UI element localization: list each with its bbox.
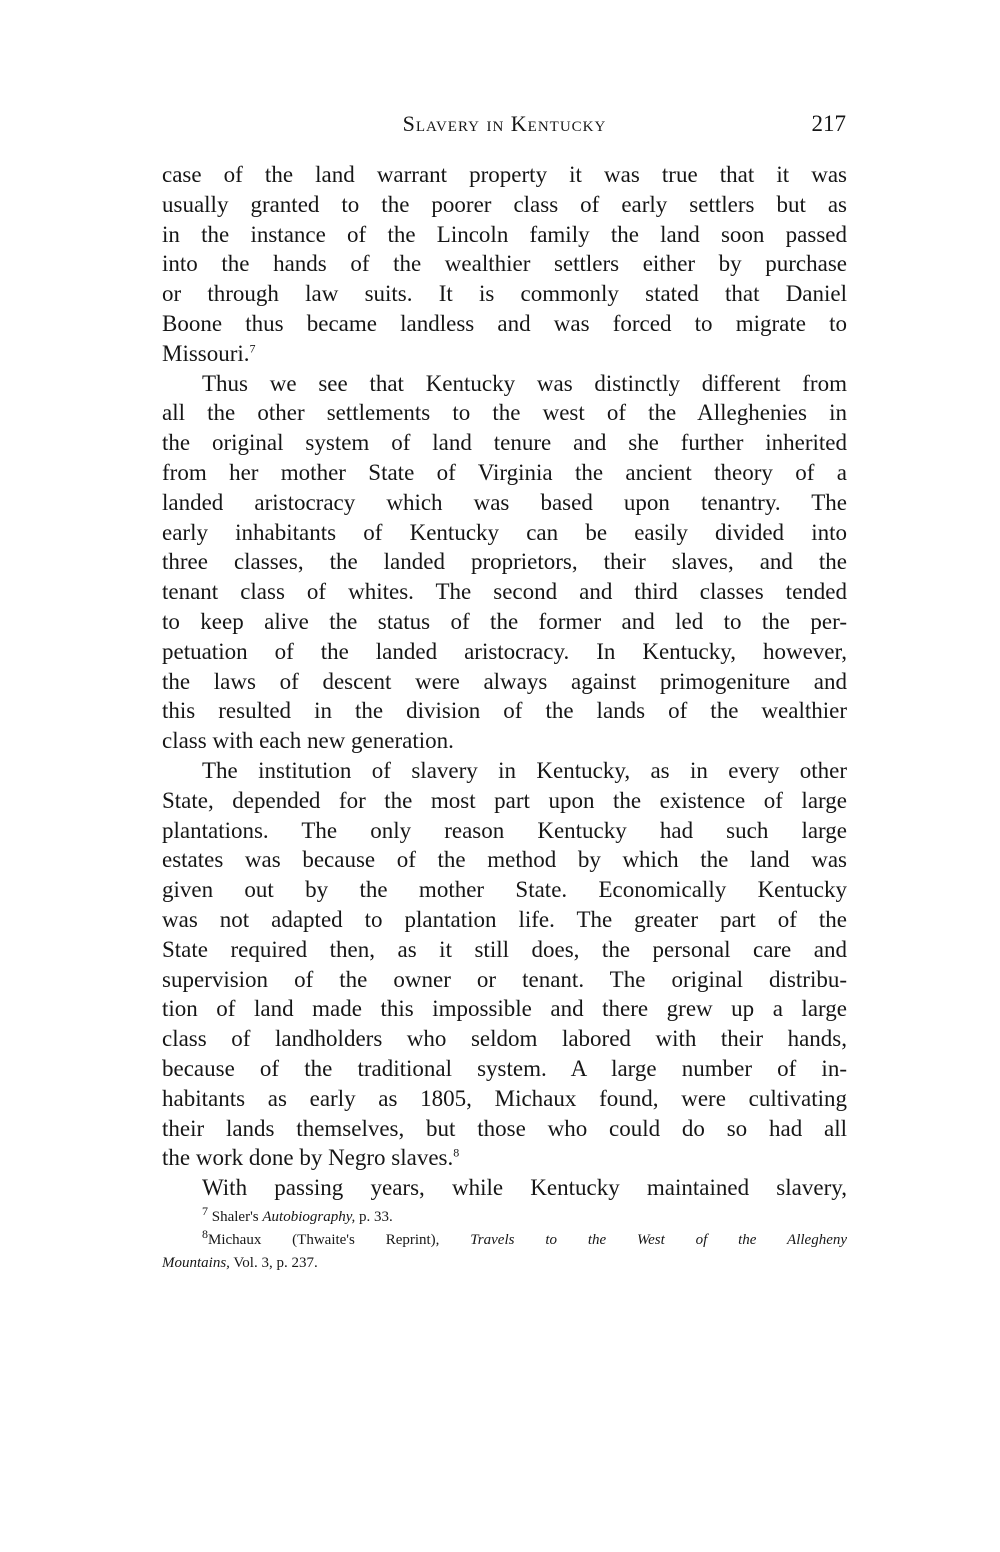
footnote-title: Travels to the West of the Allegheny xyxy=(470,1232,848,1248)
footnote-reference: 8 xyxy=(453,1145,460,1160)
text-line: in the instance of the Lincoln family the land soon passed xyxy=(162,221,847,247)
footnote-marker: 7 xyxy=(202,1204,208,1218)
body-text xyxy=(162,160,847,1203)
page-header xyxy=(163,106,846,142)
text-line: given out by the mother State. Economically Kentucky xyxy=(162,877,847,903)
text-line: supervision of the owner or tenant. The original distribu- xyxy=(162,966,847,992)
text-line: all the other settlements to the west of the Alleghenies in xyxy=(162,400,847,426)
text-line: State required then, as it still does, the personal care and xyxy=(162,936,847,962)
footnote-volume: Vol. 3, p. 237. xyxy=(233,1255,318,1271)
text-line: plantations. The only reason Kentucky had such large xyxy=(162,817,847,843)
text-line: estates was because of the method by which the land was xyxy=(162,847,847,873)
text-line: Boone thus became landless and was forced to migrate to xyxy=(162,310,847,336)
text-line xyxy=(162,339,847,369)
footnote-marker: 8 xyxy=(202,1227,208,1241)
text-line: class of landholders who seldom labored with their hands, xyxy=(162,1026,847,1052)
running-title: Slavery in Kentucky xyxy=(402,111,607,136)
text-line: early inhabitants of Kentucky can be easily divided into xyxy=(162,519,847,545)
text-line: petuation of the landed aristocracy. In Kentucky, however, xyxy=(162,638,847,664)
footnote-author: Shaler's xyxy=(211,1209,259,1225)
paragraph-first-line: Thus we see that Kentucky was distinctly different from xyxy=(202,370,847,396)
footnote-source: Michaux (Thwaite's Reprint), xyxy=(208,1232,440,1248)
text-line: or through law suits. It is commonly stated that Daniel xyxy=(162,281,847,307)
text-line: the laws of descent were always against primogeniture and xyxy=(162,668,847,694)
text-line: their lands themselves, but those who could do so had all xyxy=(162,1115,847,1141)
text-line: into the hands of the wealthier settlers either by purchase xyxy=(162,251,847,277)
footnote-8-continued xyxy=(162,1252,847,1275)
text-line: tenant class of whites. The second and third classes tended xyxy=(162,579,847,605)
text-line: landed aristocracy which was based upon tenantry. The xyxy=(162,489,847,515)
text-line: the original system of land tenure and she further inherited xyxy=(162,430,847,456)
footnote-page: p. 33. xyxy=(359,1209,393,1225)
footnote-title: Autobiography, xyxy=(262,1209,356,1225)
text-line: three classes, the landed proprietors, their slaves, and the xyxy=(162,549,847,575)
text-line: was not adapted to plantation life. The greater part of the xyxy=(162,906,847,932)
footnote-8 xyxy=(162,1229,847,1252)
text-line: habitants as early as 1805, Michaux found, were cultivating xyxy=(162,1085,847,1111)
text-line: State, depended for the most part upon the existence of large xyxy=(162,787,847,813)
footnote-title: Mountains, xyxy=(162,1255,230,1271)
text-line: from her mother State of Virginia the ancient theory of a xyxy=(162,459,847,485)
paragraph-first-line: The institution of slavery in Kentucky, as in every other xyxy=(202,757,847,783)
paragraph-first-line: With passing years, while Kentucky maintained slavery, xyxy=(202,1175,847,1201)
text-line: this resulted in the division of the lands of the wealthier xyxy=(162,698,847,724)
page-number: 217 xyxy=(811,111,846,136)
footnote-reference: 7 xyxy=(249,341,256,356)
footnotes xyxy=(162,1206,847,1275)
text-line xyxy=(162,1143,847,1173)
text-line: class with each new generation. xyxy=(162,728,454,754)
text-line: to keep alive the status of the former and led to the per- xyxy=(162,608,847,634)
text-line: case of the land warrant property it was true that it was xyxy=(162,162,847,187)
text-line: tion of land made this impossible and there grew up a large xyxy=(162,996,847,1022)
text-line: usually granted to the poorer class of early settlers but as xyxy=(162,191,847,217)
text-line-content: the work done by Negro slaves. xyxy=(162,1145,454,1171)
footnote-7 xyxy=(162,1206,847,1229)
text-line: because of the traditional system. A large number of in- xyxy=(162,1055,847,1081)
text-line-content: Missouri. xyxy=(162,340,250,366)
